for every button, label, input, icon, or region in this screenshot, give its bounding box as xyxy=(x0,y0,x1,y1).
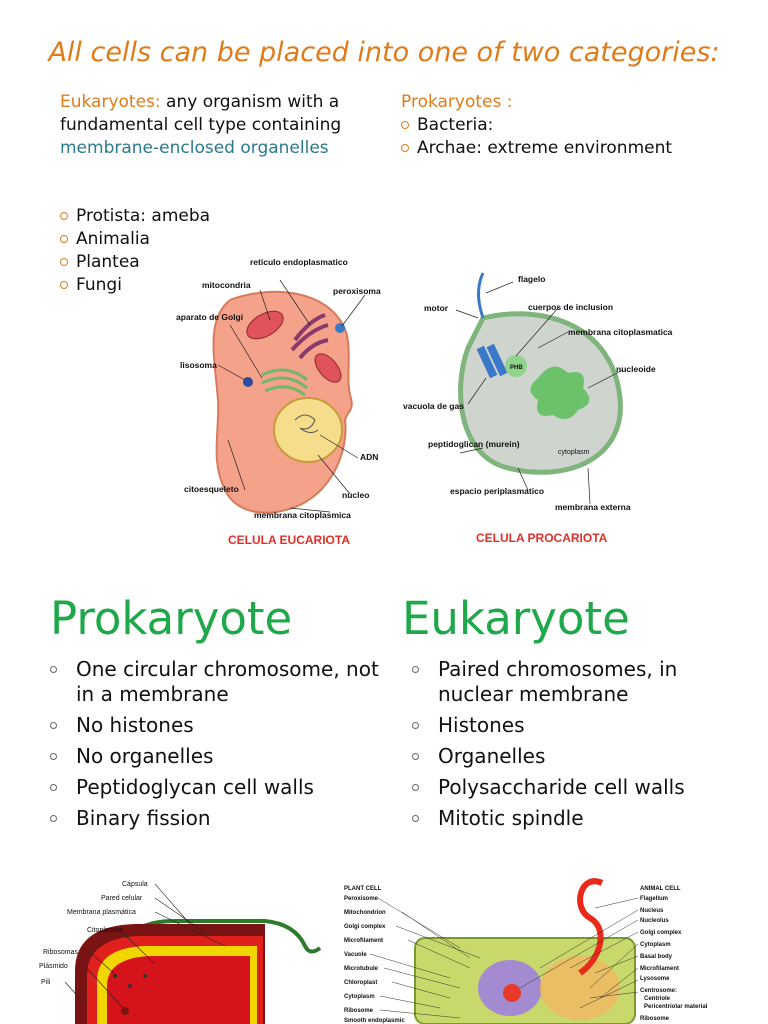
label-microfilament-animal: Microfilament xyxy=(640,966,680,972)
label-cytoplasm-animal: Cytoplasm xyxy=(640,942,671,948)
label-vacuole: Vacuole xyxy=(344,952,367,958)
lysosome-shape xyxy=(243,377,253,387)
label-mitochondrion: Mitochondrion xyxy=(344,910,386,916)
label-pericentriolar: Pericentriolar material xyxy=(644,1004,708,1010)
list-item: Plantea xyxy=(58,251,258,274)
label-cuerpos: cuerpos de inclusion xyxy=(528,302,614,312)
list-item: Polysaccharide cell walls xyxy=(402,775,742,800)
prokaryote-list xyxy=(399,114,739,160)
label-basal-body: Basal body xyxy=(640,954,673,960)
label-centriole: Centriole xyxy=(644,996,671,1002)
list-item: Peptidoglycan cell walls xyxy=(40,775,380,800)
label-microfilament: Microfilament xyxy=(344,938,384,944)
label-centrosome: Centrosome: xyxy=(640,988,678,994)
caption-eukaryote: CELULA EUCARIOTA xyxy=(228,533,350,547)
prokaryotic-cell-diagram xyxy=(398,268,708,550)
heading-eukaryote: Eukaryote xyxy=(402,592,630,645)
prokaryote-traits-list xyxy=(40,657,380,837)
label-nucleus: Nucleus xyxy=(640,908,664,914)
label-capsula: Cápsula xyxy=(122,881,148,888)
list-item: Histones xyxy=(402,713,742,738)
label-golgi: Golgi complex xyxy=(344,924,386,930)
animal-title: ANIMAL CELL xyxy=(640,886,681,892)
label-peroxisoma: peroxisoma xyxy=(333,286,381,296)
label-membrana: membrana citoplasmica xyxy=(254,510,351,520)
eukaryotic-cell-diagram xyxy=(170,250,400,550)
bacterium-diagram xyxy=(35,876,325,1024)
label-pared: Pared celular xyxy=(101,895,143,902)
label-flagellum: Flagellum xyxy=(640,896,669,902)
label-cytoplasm: cytoplasm xyxy=(558,449,590,456)
list-item: Paired chromosomes, in nuclear membrane xyxy=(402,657,742,707)
label-ribosomas: Ribosomas xyxy=(43,949,79,956)
label-microtubule: Microtubule xyxy=(344,966,378,972)
label-membrana-cito: membrana citoplasmatica xyxy=(568,327,673,337)
label-citoesqueleto: citoesqueleto xyxy=(184,484,239,494)
list-item: Fungi xyxy=(58,274,258,297)
plant-animal-cell-diagram xyxy=(340,878,708,1024)
list-item: No organelles xyxy=(40,744,380,769)
label-citoplasma: Citoplasma xyxy=(87,927,123,934)
flagellum-shape xyxy=(478,273,483,318)
eukaryotes-description xyxy=(60,91,350,160)
eukaryotes-highlight: membrane-enclosed organelles xyxy=(60,138,329,158)
animal-cell-shape xyxy=(540,956,620,1020)
label-mitocondria: mitocondria xyxy=(202,280,251,290)
label-smooth-er: Smooth endoplasmic xyxy=(344,1018,405,1024)
list-item: Organelles xyxy=(402,744,742,769)
label-membrana-ext: membrana externa xyxy=(555,502,631,512)
label-golgi: aparato de Golgi xyxy=(176,312,244,322)
label-ribosome-animal: Ribosome xyxy=(640,1016,670,1022)
label-espacio: espacio periplasmatico xyxy=(450,486,545,496)
plant-title: PLANT CELL xyxy=(344,886,382,892)
list-item: Bacteria: xyxy=(399,114,739,137)
list-item: One circular chromosome, not in a membrane xyxy=(40,657,380,707)
heading-prokaryote: Prokaryote xyxy=(50,592,293,645)
label-nucleolus: Nucleolus xyxy=(640,918,669,924)
eukaryotes-label: Eukaryotes: xyxy=(60,92,161,112)
label-cytoplasm: Cytoplasm xyxy=(344,994,375,1000)
list-item: Archae: extreme environment xyxy=(399,137,739,160)
label-ribosome: Ribosome xyxy=(344,1008,374,1014)
caption-prokaryote: CELULA PROCARIOTA xyxy=(476,531,608,545)
label-vacuola: vacuola de gas xyxy=(403,401,464,411)
list-item: Protista: ameba xyxy=(58,205,258,228)
cytoplasm-shape xyxy=(107,956,250,1024)
label-peptidoglican: peptidoglican (murein) xyxy=(428,439,520,449)
label-reticulo xyxy=(250,257,348,267)
label-lysosome: Lysosome xyxy=(640,976,670,982)
label-nucleoide: nucleoide xyxy=(616,364,656,374)
label-text: reticulo endoplasmatico xyxy=(250,257,348,267)
label-pili: Pili xyxy=(41,979,51,986)
label-golgi-animal: Golgi complex xyxy=(640,930,682,936)
list-item: Binary fission xyxy=(40,806,380,831)
eukaryote-traits-list xyxy=(402,657,742,837)
cell-body xyxy=(213,292,351,513)
list-item: Animalia xyxy=(58,228,258,251)
eukaryotes-text: any organism with a fundamental cell type containing xyxy=(60,92,342,135)
page-title: All cells can be placed into one of two categories: xyxy=(48,37,720,68)
label-peroxisome: Peroxisome xyxy=(344,896,379,902)
list-item: Mitotic spindle xyxy=(402,806,742,831)
label-adn: ADN xyxy=(360,452,379,462)
label-flagelo: flagelo xyxy=(518,274,546,284)
nucleolus-shape xyxy=(503,984,521,1002)
label-nucleo: nucleo xyxy=(342,490,370,500)
list-item: No histones xyxy=(40,713,380,738)
label-plasmido: Plásmido xyxy=(39,963,68,970)
label-chloroplast: Chloroplast xyxy=(344,980,378,986)
label-phb: PHB xyxy=(510,365,523,371)
prokaryotes-label: Prokaryotes : xyxy=(401,92,513,112)
plasmid-shape xyxy=(121,1007,129,1015)
label-lisosoma: lisosoma xyxy=(180,360,217,370)
label-membrana: Membrana plasmática xyxy=(67,909,136,916)
label-motor: motor xyxy=(424,303,449,313)
nucleus-shape xyxy=(274,398,342,462)
